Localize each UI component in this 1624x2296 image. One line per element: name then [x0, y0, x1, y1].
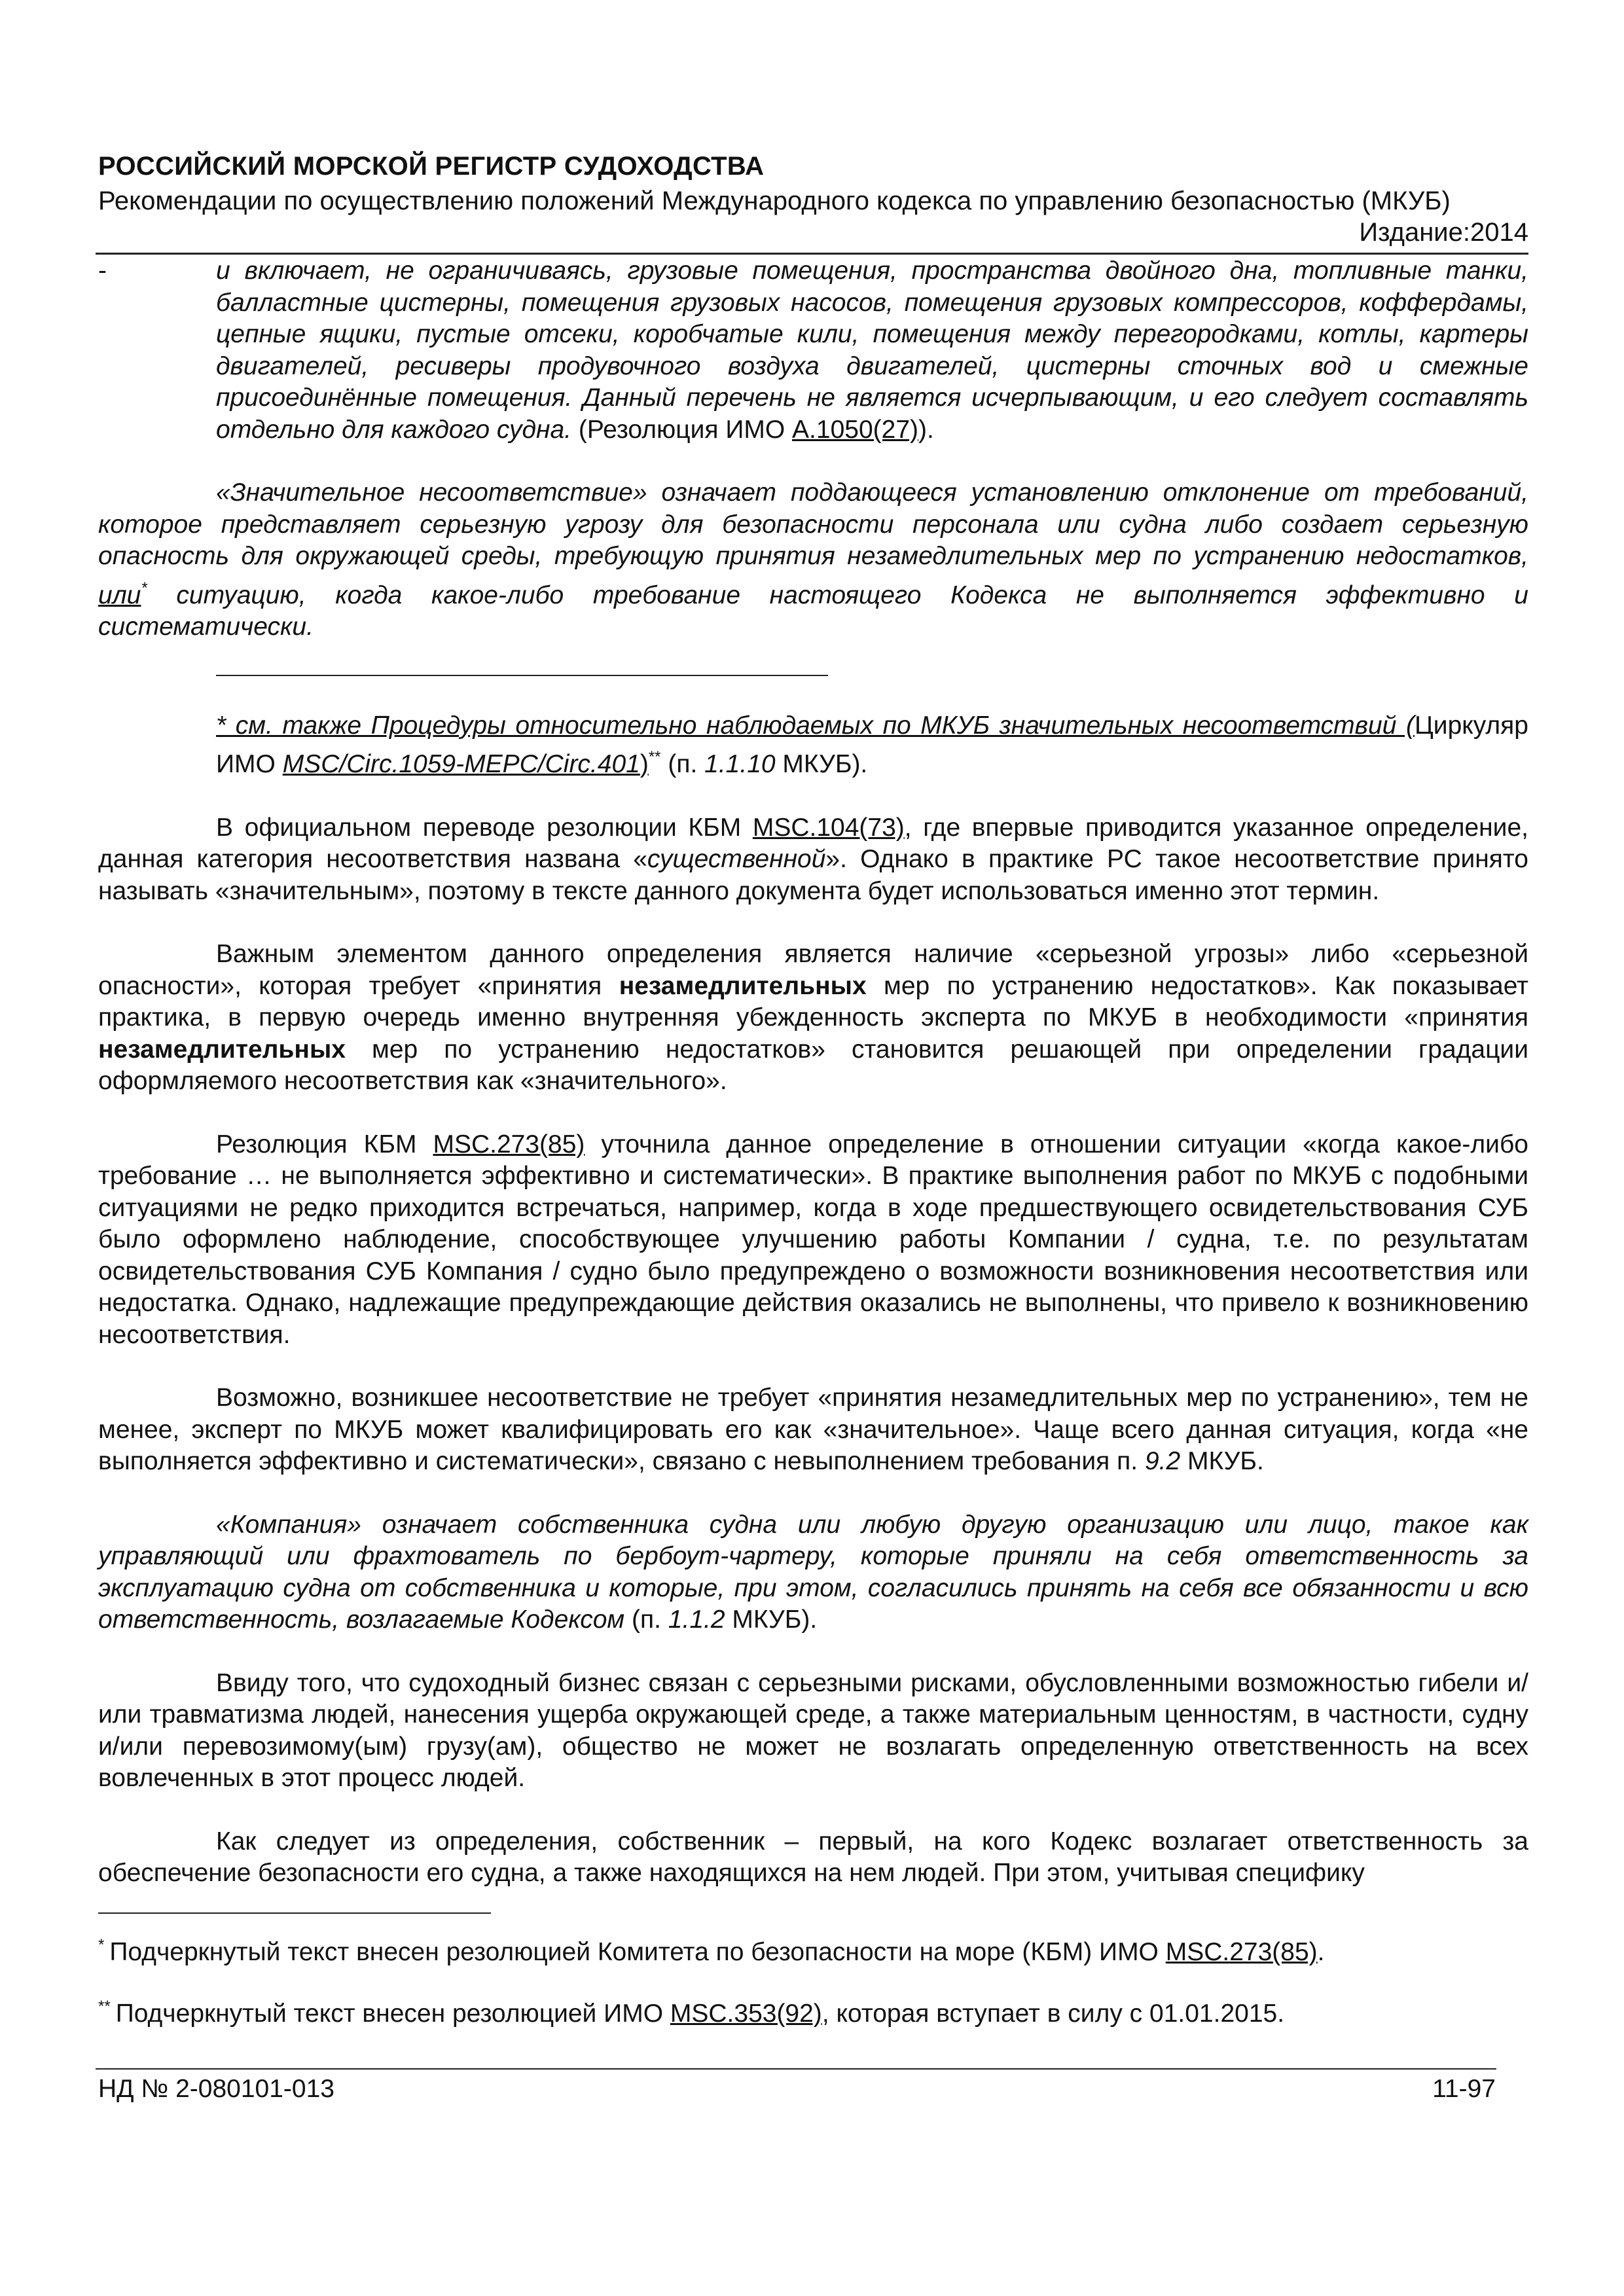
header-rule — [96, 253, 1528, 255]
paragraph-text: и включает, не ограничиваясь, грузовые помещения, пространства двойного дна, топливные танки, балластные цистерны, помещения грузовых насосов, помещения грузовых компрессоров, коффердамы, цепные ящики, пустые отсеки, коробчатые кили, помещения между перегородками, котлы, картеры двигателей, ресиверы продувочного воздуха двигателей, цистерны сточных вод и смежные присоединённые помещения. Данный перечень не является исчерпывающим, и его следует составлять отдельно для каждого судна. (Резолюция ИМО А.1050(27)). — [216, 257, 1528, 444]
circular-link[interactable]: MSC/Circ.1059-MEPC/Circ.401 — [282, 750, 640, 778]
organization-title: РОССИЙСКИЙ МОРСКОЙ РЕГИСТР СУДОХОДСТВА — [98, 152, 765, 181]
document-subtitle: Рекомендации по осуществлению положений Международного кодекса по управлению безопасностью (МКУБ) — [98, 187, 1451, 215]
paragraph-owner: Как следует из определения, собственник – первый, на кого Кодекс возлагает ответственность за обеспечение безопасности его судна, а также находящихся на нем людей. При этом, учитывая специфику — [98, 1827, 1528, 1887]
footnote-2: ** Подчеркнутый текст внесен резолюцией ИМО MSC.353(92), которая вступает в силу с 01.01.2015. — [98, 1998, 1285, 2028]
resolution-link[interactable]: А.1050(27) — [792, 415, 918, 444]
footnote-1: * Подчеркнутый текст внесен резолюцией Комитета по безопасности на море (КБМ) ИМО MSC.273(85). — [98, 1936, 1325, 1966]
page-number: 11-97 — [1432, 2075, 1496, 2103]
paragraph-important-element: Важным элементом данного определения является наличие «серьезной угрозы» либо «серьезной опасности», которая требует «принятия незамедлительных мер по устранению недостатков». Как показывает практика, в первую очередь именно внутренняя убежденность эксперта по МКУБ в необходимости «принятия незамедлительных мер по устранению недостатков» становится решающей при определении градации оформляемого несоответствия как «значительного». — [98, 940, 1528, 1095]
footer-rule — [96, 2068, 1496, 2070]
paragraph-possibly: Возможно, возникшее несоответствие не требует «принятия незамедлительных мер по устранению», тем не менее, эксперт по МКУБ может квалифицировать его как «значительное». Чаще всего данная ситуация, когда «не выполняется эффективно и систематически», связано с невыполнением требования п. 9.2 МКУБ. — [98, 1384, 1528, 1475]
paragraph-significant-nc: «Значительное несоответствие» означает поддающееся установлению отклонение от требований, которое представляет серьезную угрозу для безопасности персонала или судна либо создает серьезную опасность для окружающей среды, требующую принятия незамедлительных мер по устранению недостатков, или* ситуацию, когда какое-либо требование настоящего Кодекса не выполняется эффективно и систематически. — [98, 478, 1528, 641]
resolution-link[interactable]: MSC.104(73) — [752, 813, 905, 842]
paragraph-shipping-risks: Ввиду того, что судоходный бизнес связан с серьезными рисками, обусловленными возможностью гибели и/или травматизма людей, нанесения ущерба окружающей среде, а также материальным ценностям, в частности, судну и/или перевозимому(ым) грузу(ам), общество не может не возлагать определенную ответственность на всех вовлеченных в этот процесс людей. — [98, 1668, 1528, 1792]
document-number: НД № 2-080101-013 — [98, 2075, 334, 2103]
document-body — [98, 255, 1528, 1890]
footnote-separator — [98, 1912, 491, 1914]
list-dash: - — [98, 257, 107, 285]
paragraph-official-translation: В официальном переводе резолюции КБМ MSC.104(73), где впервые приводится указанное определение, данная категория несоответствия названа «существенной». Однако в практике РС такое несоответствие принято называть «значительным», поэтому в тексте данного документа будет использоваться именно этот термин. — [98, 813, 1528, 905]
resolution-link[interactable]: MSC.273(85) — [433, 1130, 585, 1158]
paragraph-list-item — [98, 255, 1528, 446]
edition-label: Издание:2014 — [1359, 218, 1528, 247]
resolution-link[interactable]: MSC.273(85) — [1165, 1938, 1318, 1966]
paragraph-see-also: * см. также Процедуры относительно наблюдаемых по МКУБ значительных несоответствий (Циркуляр ИМО MSC/Circ.1059-MEPC/Circ.401)** (п. 1.1.10 МКУБ). — [216, 711, 1528, 778]
paragraph-resolution-273: Резолюция КБМ MSC.273(85) уточнила данное определение в отношении ситуации «когда какое-либо требование … не выполняется эффективно и систематически». В практике выполнения работ по МКУБ с подобными ситуациями не редко приходится встречаться, например, когда в ходе предшествующего освидетельствования СУБ было оформлено наблюдение, способствующее улучшению работы Компании / судна, т.е. по результатам освидетельствования СУБ Компания / судно было предупреждено о возможности возникновения несоответствия или недостатка. Однако, надлежащие предупреждающие действия оказались не выполнены, что привело к возникновению несоответствия. — [98, 1130, 1528, 1349]
resolution-link[interactable]: MSC.353(92) — [670, 2000, 822, 2028]
paragraph-company-definition: «Компания» означает собственника судна или любую другую организацию или лицо, такое как управляющий или фрахтователь по бербоут-чартеру, которые приняли на себя ответственность за эксплуатацию судна от собственника и которые, при этом, согласились принять на себя все обязанности и всю ответственность, возлагаемые Кодексом (п. 1.1.2 МКУБ). — [98, 1510, 1528, 1634]
